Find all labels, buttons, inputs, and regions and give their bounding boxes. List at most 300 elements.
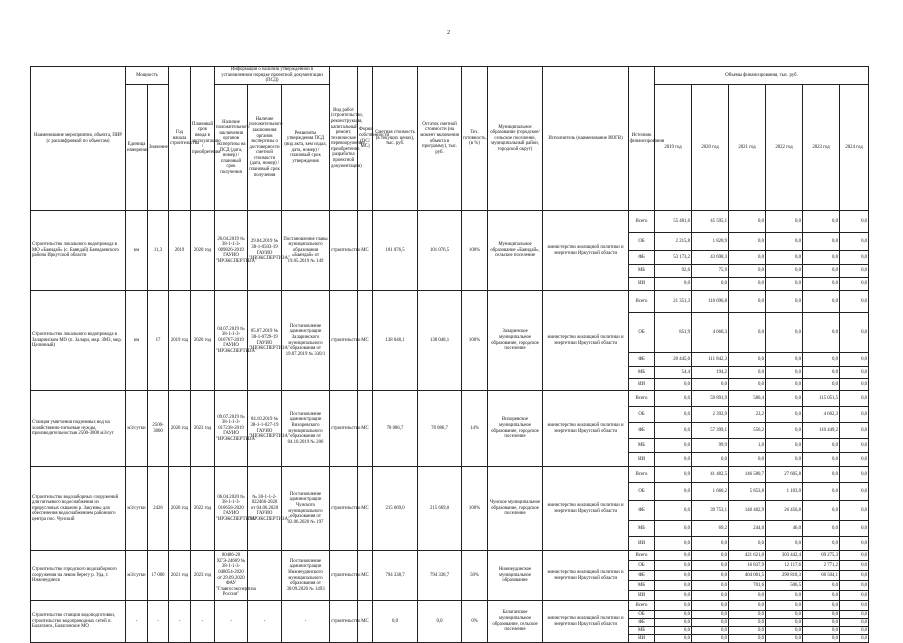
table-row bbox=[31, 601, 869, 611]
ownership: МС bbox=[358, 601, 373, 643]
municipality: Чунское муниципальное образование, городское поселение bbox=[488, 467, 543, 551]
funding-source: Всего bbox=[629, 291, 655, 313]
object-name: Строительство водозаборных сооружений для питьевого водоснабжения из прирусловых скважин р. Закумны для обеспечения водоснабжением районного центра пос. Чунский bbox=[31, 467, 126, 551]
funding-value: 0,0 bbox=[655, 467, 692, 483]
funding-value: 0,0 bbox=[655, 611, 692, 619]
funding-value: 2 392,9 bbox=[692, 407, 729, 423]
funding-value: 0,0 bbox=[803, 483, 840, 501]
funding-value: 66 504,1 bbox=[803, 571, 840, 581]
funding-value: 0,0 bbox=[840, 379, 869, 391]
funding-value: 59 891,9 bbox=[692, 391, 729, 407]
funding-value: 290 818,3 bbox=[766, 571, 803, 581]
funding-source: ФБ bbox=[629, 619, 655, 627]
funding-value: 0,0 bbox=[655, 391, 692, 407]
funding-source: ФБ bbox=[629, 423, 655, 439]
funding-value: 0,0 bbox=[766, 591, 803, 601]
readiness: 50% bbox=[462, 551, 488, 601]
municipality: Заларинское муниципальное образование, городское поселение bbox=[488, 291, 543, 391]
funding-source: ФБ bbox=[629, 571, 655, 581]
header-power: Мощность bbox=[126, 67, 169, 85]
funding-source: ФБ bbox=[629, 353, 655, 367]
municipality: Вихоревское муниципальное образование, городское поселение bbox=[488, 391, 543, 467]
funding-value: 0,0 bbox=[803, 211, 840, 233]
funding-value: 0,0 bbox=[803, 581, 840, 591]
funding-value: 110 449,2 bbox=[803, 423, 840, 439]
ownership: МС bbox=[358, 211, 373, 291]
object-name: Строительство локального водопровода в Заларинском МО (п. Залари, мкр. ЗМЗ, мкр. Целинный) bbox=[31, 291, 126, 391]
funding-value: 0,0 bbox=[840, 291, 869, 313]
expertise-conclusion: 04.07.2019 № 38-1-1-3-016767-2019 ГАУИО "ИРЭКСПЕРТИЗА" bbox=[215, 291, 248, 391]
funding-value: 0,0 bbox=[766, 367, 803, 379]
funding-value: 0,0 bbox=[692, 278, 729, 291]
funding-value: 0,0 bbox=[692, 601, 729, 611]
work-type: строительство bbox=[330, 601, 358, 643]
funding-value: 0,0 bbox=[655, 619, 692, 627]
funding-value: 0,0 bbox=[729, 251, 766, 265]
header-unit: Единица измерения bbox=[126, 85, 148, 211]
funding-value: 0,0 bbox=[692, 635, 729, 643]
remaining-cost: 101 076,5 bbox=[418, 211, 462, 291]
funding-value: 146 580,7 bbox=[729, 467, 766, 483]
expertise-conclusion: 26.04.2019 № 38-1-1-3-009826-2019 ГАУИО "ИРЭКСПЕРТИЗА" bbox=[215, 211, 248, 291]
estimated-cost: 794 338,7 bbox=[373, 551, 418, 601]
header-remaining-cost: Остаток сметной стоимости (на момент включения объекта в программу), тыс. руб. bbox=[418, 67, 462, 211]
cost-conclusion: 29.04.2019 № 38-1-0503-19 ГАУИО "ИРЭКСПЕРТИЗА" bbox=[248, 211, 282, 291]
object-name: Строительство станции водоподготовки, строительство водопроводных сетей п. Балаганск, Балаганское МО bbox=[31, 601, 126, 643]
funding-value: 0,0 bbox=[840, 407, 869, 423]
funding-value: 0,0 bbox=[655, 561, 692, 571]
funding-value: 111 842,3 bbox=[692, 353, 729, 367]
funding-value: 0,0 bbox=[840, 211, 869, 233]
funding-source: ОБ bbox=[629, 561, 655, 571]
funding-value: 0,0 bbox=[803, 627, 840, 635]
funding-value: 0,0 bbox=[803, 265, 840, 278]
header-start-year: Год начала строительства bbox=[169, 67, 191, 211]
estimated-cost: 138 048,1 bbox=[373, 291, 418, 391]
funding-value: 75,9 bbox=[692, 265, 729, 278]
financing-table bbox=[30, 66, 869, 643]
municipality: Балаганское муниципальное образование, сельское поселение bbox=[488, 601, 543, 643]
funding-value: 55 481,6 bbox=[655, 211, 692, 233]
funding-value: 303 442,4 bbox=[766, 551, 803, 561]
expertise-conclusion: 09.07.2019 № 38-1-1-3-017238-2019 ГАУИО "ИРЭКСПЕРТИЗА" bbox=[215, 391, 248, 467]
funding-value: 0,0 bbox=[729, 313, 766, 353]
psd-approval: Постановление администрации Вихоревского муниципального образования от 04.10.2019 № 206 bbox=[282, 391, 330, 467]
executor: министерство жилищной политики и энергетики Иркутской области bbox=[543, 467, 629, 551]
funding-value: 26 456,8 bbox=[766, 501, 803, 521]
funding-value: 0,0 bbox=[840, 619, 869, 627]
value: 11,3 bbox=[148, 211, 169, 291]
funding-value: 39 753,1 bbox=[692, 501, 729, 521]
funding-value: 421 621,0 bbox=[729, 551, 766, 561]
funding-value: 0,0 bbox=[655, 407, 692, 423]
unit: м3/сутки bbox=[126, 391, 148, 467]
remaining-cost: 78 086,7 bbox=[418, 391, 462, 467]
funding-value: 0,0 bbox=[729, 635, 766, 643]
cost-conclusion: № 38-1-1-2-022466-2020 от 04.06.2020 ГАУИО "ИРЭКСПЕРТИЗА" bbox=[248, 467, 282, 551]
psd-approval: Постановление администрации Заларинского муниципального образования от 19.07.2019 № 330/1 bbox=[282, 291, 330, 391]
header-year-2021: 2021 год bbox=[729, 85, 766, 211]
funding-value: 0,0 bbox=[655, 551, 692, 561]
funding-source: ОБ bbox=[629, 483, 655, 501]
readiness: 100% bbox=[462, 211, 488, 291]
funding-value: 43 698,3 bbox=[692, 251, 729, 265]
funding-source: МБ bbox=[629, 439, 655, 453]
funding-value: 1 103,0 bbox=[766, 483, 803, 501]
funding-value: 404 081,5 bbox=[729, 571, 766, 581]
remaining-cost: 138 048,1 bbox=[418, 291, 462, 391]
work-type: строительство bbox=[330, 291, 358, 391]
funding-value: 92,6 bbox=[655, 265, 692, 278]
psd-approval: - bbox=[282, 601, 330, 643]
funding-value: 0,0 bbox=[729, 627, 766, 635]
funding-source: ИИ bbox=[629, 591, 655, 601]
funding-value: 0,0 bbox=[692, 379, 729, 391]
funding-value: 140 482,9 bbox=[729, 501, 766, 521]
executor: министерство жилищной политики и энергетики Иркутской области bbox=[543, 601, 629, 643]
funding-value: 53 173,2 bbox=[655, 251, 692, 265]
planned-year: 2023 год bbox=[191, 551, 215, 601]
funding-value: 0,0 bbox=[840, 635, 869, 643]
funding-value: 20 445,0 bbox=[655, 353, 692, 367]
funding-value: 0,0 bbox=[840, 391, 869, 407]
value: - bbox=[148, 601, 169, 643]
funding-value: 0,0 bbox=[766, 423, 803, 439]
header-year-2022: 2022 год bbox=[766, 85, 803, 211]
funding-value: 0,0 bbox=[840, 265, 869, 278]
header-value: Значение bbox=[148, 85, 169, 211]
funding-value: 0,0 bbox=[655, 581, 692, 591]
executor: министерство жилищной политики и энергетики Иркутской области bbox=[543, 391, 629, 467]
funding-value: 0,0 bbox=[655, 501, 692, 521]
funding-source: ИИ bbox=[629, 537, 655, 551]
expertise-conclusion: 06.04.2020 № 38-1-1-3-010658-2020 ГАУИО "ИРЭКСПЕРТИЗА" bbox=[215, 467, 248, 551]
funding-value: 0,0 bbox=[729, 233, 766, 251]
funding-value: 1 820,9 bbox=[692, 233, 729, 251]
funding-source: ФБ bbox=[629, 501, 655, 521]
unit: км bbox=[126, 291, 148, 391]
funding-source: Всего bbox=[629, 467, 655, 483]
psd-approval: Постановление администрации Нижнеудинского муниципального образования от 30.09.2020 № 1493 bbox=[282, 551, 330, 601]
planned-year: - bbox=[191, 601, 215, 643]
funding-value: 0,0 bbox=[655, 591, 692, 601]
funding-value: 0,0 bbox=[803, 353, 840, 367]
executor: министерство жилищной политики и энергетики Иркутской области bbox=[543, 291, 629, 391]
funding-value: 0,0 bbox=[840, 453, 869, 467]
readiness: 100% bbox=[462, 291, 488, 391]
funding-value: 0,0 bbox=[803, 501, 840, 521]
funding-value: 0,0 bbox=[840, 367, 869, 379]
start-year: 2019 bbox=[169, 211, 191, 291]
funding-value: 115 051,5 bbox=[803, 391, 840, 407]
funding-value: 69,2 bbox=[692, 521, 729, 537]
funding-value: 0,0 bbox=[803, 537, 840, 551]
header-year-2019: 2019 год bbox=[655, 85, 692, 211]
work-type: строительство bbox=[330, 551, 358, 601]
funding-value: 4 660,3 bbox=[692, 313, 729, 353]
funding-value: 0,0 bbox=[840, 601, 869, 611]
value: 2500-3000 bbox=[148, 391, 169, 467]
funding-value: 5 853,8 bbox=[729, 483, 766, 501]
funding-source: МБ bbox=[629, 521, 655, 537]
table-row bbox=[31, 391, 869, 407]
funding-source: ОБ bbox=[629, 233, 655, 251]
funding-value: 0,0 bbox=[655, 453, 692, 467]
funding-source: МБ bbox=[629, 581, 655, 591]
estimated-cost: 0,0 bbox=[373, 601, 418, 643]
work-type: строительство bbox=[330, 391, 358, 467]
header-psd-cost: Наличие положительного заключения органов экспертизы о достоверности сметной стоимости (дата, номер) / плановый срок получения bbox=[248, 85, 282, 211]
funding-source: ИИ bbox=[629, 635, 655, 643]
estimated-cost: 101 076,5 bbox=[373, 211, 418, 291]
funding-value: 0,0 bbox=[766, 439, 803, 453]
funding-value: 0,0 bbox=[655, 423, 692, 439]
funding-source: ИИ bbox=[629, 278, 655, 291]
funding-source: МБ bbox=[629, 367, 655, 379]
header-estimated-cost: Сметная стоимость (в текущих ценах), тыс. руб. bbox=[373, 67, 418, 211]
funding-source: ОБ bbox=[629, 313, 655, 353]
funding-value: 0,0 bbox=[655, 278, 692, 291]
funding-value: 0,0 bbox=[692, 581, 729, 591]
executor: министерство жилищной политики и энергетики Иркутской области bbox=[543, 551, 629, 601]
funding-value: 0,0 bbox=[766, 407, 803, 423]
funding-value: 0,0 bbox=[803, 453, 840, 467]
value: 17 bbox=[148, 291, 169, 391]
funding-value: 0,0 bbox=[692, 571, 729, 581]
ownership: МС bbox=[358, 467, 373, 551]
funding-value: 0,0 bbox=[766, 635, 803, 643]
header-psd-group: Информация о наличии утвержденной в установленном порядке проектной документации (ПСД) bbox=[215, 67, 330, 85]
header-psd-approval: Реквизиты утверждения ПСД (вид акта, кем издал, дата, номер) / плановый срок утверждения bbox=[282, 85, 330, 211]
funding-source: ИИ bbox=[629, 379, 655, 391]
funding-value: 0,0 bbox=[803, 611, 840, 619]
page-number: 2 bbox=[447, 30, 450, 36]
funding-value: 0,0 bbox=[729, 453, 766, 467]
funding-value: 99,9 bbox=[692, 439, 729, 453]
funding-value: 116 696,8 bbox=[692, 291, 729, 313]
table-row bbox=[31, 211, 869, 233]
municipality: Нижнеудинское муниципальное образование bbox=[488, 551, 543, 601]
funding-value: 0,0 bbox=[692, 619, 729, 627]
funding-value: 4 602,3 bbox=[803, 407, 840, 423]
unit: м3/сутки bbox=[126, 467, 148, 551]
funding-value: 0,0 bbox=[840, 313, 869, 353]
funding-value: 0,0 bbox=[729, 379, 766, 391]
funding-value: 0,0 bbox=[803, 251, 840, 265]
funding-value: 0,0 bbox=[655, 537, 692, 551]
start-year: 2019 год bbox=[169, 291, 191, 391]
header-work-type: Вид работ (строительство, реконструкция, капитальный ремонт, техническое перевооружение, приобретение, разработка проектной документации) bbox=[330, 67, 358, 211]
funding-value: 851,9 bbox=[655, 313, 692, 353]
cost-conclusion: 05.07.2019 № 38-1-0729-19 ГАУИО "ИРЭКСПЕРТИЗА" bbox=[248, 291, 282, 391]
cost-conclusion: - bbox=[248, 601, 282, 643]
header-name: Наименование мероприятия, объекта, ПИР (с расшифровкой по объектам) bbox=[31, 67, 126, 211]
funding-value: 0,0 bbox=[655, 601, 692, 611]
funding-value: 46,0 bbox=[766, 521, 803, 537]
funding-value: 0,0 bbox=[803, 619, 840, 627]
funding-value: 0,0 bbox=[840, 439, 869, 453]
unit: - bbox=[126, 601, 148, 643]
funding-value: 0,0 bbox=[655, 521, 692, 537]
table-body bbox=[31, 211, 869, 643]
planned-year: 2023 год bbox=[191, 391, 215, 467]
funding-value: 41 482,5 bbox=[692, 467, 729, 483]
funding-value: 0,0 bbox=[655, 379, 692, 391]
funding-value: 2 771,2 bbox=[803, 561, 840, 571]
ownership: МС bbox=[358, 291, 373, 391]
start-year: 2021 год bbox=[169, 551, 191, 601]
funding-value: 21 351,3 bbox=[655, 291, 692, 313]
start-year: 2020 год bbox=[169, 391, 191, 467]
funding-value: 0,0 bbox=[840, 537, 869, 551]
funding-value: 244,0 bbox=[729, 521, 766, 537]
header-planned-year: Плановый срок ввода в эксплуатацию / приобретения bbox=[191, 67, 215, 211]
remaining-cost: 794 338,7 bbox=[418, 551, 462, 601]
funding-value: 0,0 bbox=[766, 313, 803, 353]
funding-value: 0,0 bbox=[766, 627, 803, 635]
funding-value: 0,0 bbox=[766, 379, 803, 391]
funding-value: 0,0 bbox=[766, 278, 803, 291]
cost-conclusion bbox=[248, 551, 282, 601]
funding-value: 69 275,3 bbox=[803, 551, 840, 561]
funding-value: 23,2 bbox=[729, 407, 766, 423]
funding-value: 0,0 bbox=[803, 591, 840, 601]
funding-value: 0,0 bbox=[729, 591, 766, 601]
funding-value: 0,0 bbox=[766, 265, 803, 278]
funding-source: Всего bbox=[629, 551, 655, 561]
work-type: строительство bbox=[330, 211, 358, 291]
funding-value: 0,0 bbox=[803, 635, 840, 643]
funding-value: 54,4 bbox=[655, 367, 692, 379]
funding-value: 0,0 bbox=[803, 291, 840, 313]
header-year-2020: 2020 год bbox=[692, 85, 729, 211]
funding-value: 0,0 bbox=[766, 453, 803, 467]
header-executor: Исполнитель (наименование ИОГВ) bbox=[543, 67, 629, 211]
funding-value: 0,0 bbox=[655, 439, 692, 453]
funding-value: 0,0 bbox=[692, 453, 729, 467]
funding-value: 0,0 bbox=[766, 391, 803, 407]
header-funding-group: Объемы финансирования, тыс. руб. bbox=[655, 67, 869, 85]
funding-value: 0,0 bbox=[692, 537, 729, 551]
funding-source: ОБ bbox=[629, 611, 655, 619]
funding-value: 0,0 bbox=[840, 611, 869, 619]
unit: м3/сутки bbox=[126, 551, 148, 601]
funding-source: Всего bbox=[629, 211, 655, 233]
readiness: 100% bbox=[462, 467, 488, 551]
funding-value: 0,0 bbox=[803, 601, 840, 611]
table-row bbox=[31, 291, 869, 313]
funding-source: Всего bbox=[629, 601, 655, 611]
funding-value: 0,0 bbox=[803, 278, 840, 291]
funding-value: 1 660,2 bbox=[692, 483, 729, 501]
funding-value: 0,0 bbox=[729, 291, 766, 313]
funding-value: 0,0 bbox=[766, 353, 803, 367]
funding-value: 0,0 bbox=[840, 423, 869, 439]
funding-value: 0,0 bbox=[803, 521, 840, 537]
funding-value: 506,5 bbox=[766, 581, 803, 591]
header-source: Источник финансирования bbox=[629, 67, 655, 211]
start-year: - bbox=[169, 601, 191, 643]
start-year: 2020 год bbox=[169, 467, 191, 551]
funding-value: 1,0 bbox=[729, 439, 766, 453]
funding-value: 0,0 bbox=[692, 627, 729, 635]
funding-value: 0,0 bbox=[692, 611, 729, 619]
funding-value: 0,0 bbox=[692, 591, 729, 601]
ownership: МС bbox=[358, 391, 373, 467]
funding-value: 0,0 bbox=[766, 611, 803, 619]
funding-value: 12 117,6 bbox=[766, 561, 803, 571]
funding-value: 0,0 bbox=[692, 561, 729, 571]
psd-approval: Постановление главы муниципального образования «Баяндай» от 19.05.2019 № 149 bbox=[282, 211, 330, 291]
funding-value: 0,0 bbox=[840, 627, 869, 635]
funding-value: 0,0 bbox=[840, 233, 869, 251]
header-year-2023: 2023 год bbox=[803, 85, 840, 211]
readiness: 14% bbox=[462, 391, 488, 467]
planned-year: 2020 год bbox=[191, 291, 215, 391]
funding-source: ОБ bbox=[629, 407, 655, 423]
executor: министерство жилищной политики и энергетики Иркутской области bbox=[543, 211, 629, 291]
funding-value: 0,0 bbox=[840, 581, 869, 591]
funding-value: 580,4 bbox=[729, 391, 766, 407]
value: 2426 bbox=[148, 467, 169, 551]
funding-value: 0,0 bbox=[803, 379, 840, 391]
funding-value: 0,0 bbox=[840, 591, 869, 601]
funding-value: 0,0 bbox=[803, 313, 840, 353]
funding-value: 0,0 bbox=[840, 251, 869, 265]
funding-value: 194,2 bbox=[692, 367, 729, 379]
funding-value: 0,0 bbox=[840, 571, 869, 581]
funding-value: 0,0 bbox=[766, 211, 803, 233]
funding-value: 0,0 bbox=[655, 635, 692, 643]
funding-value: 0,0 bbox=[729, 619, 766, 627]
expertise-conclusion: 00486-20 ХГЭ-24669 № 38-1-1-3-048054-2020 от 29.09.2020 ФАУ "Главгосэкспертиза России" bbox=[215, 551, 248, 601]
funding-source: МБ bbox=[629, 265, 655, 278]
value: 17 000 bbox=[148, 551, 169, 601]
funding-source: Всего bbox=[629, 391, 655, 407]
funding-value: 0,0 bbox=[729, 353, 766, 367]
expertise-conclusion: - bbox=[215, 601, 248, 643]
table-row bbox=[31, 551, 869, 561]
funding-value: 0,0 bbox=[655, 571, 692, 581]
funding-value: 0,0 bbox=[766, 291, 803, 313]
funding-value: 0,0 bbox=[766, 251, 803, 265]
header-municipality: Муниципальное образование (городское/сельское поселение, муниципальный район, городской округ) bbox=[488, 67, 543, 211]
funding-value: 0,0 bbox=[729, 537, 766, 551]
funding-value: 0,0 bbox=[729, 278, 766, 291]
table-row bbox=[31, 467, 869, 483]
funding-value: 0,0 bbox=[803, 439, 840, 453]
psd-approval: Постановление администрации Чунского муниципального образования от 02.06.2020 № 197 bbox=[282, 467, 330, 551]
funding-value: 0,0 bbox=[840, 561, 869, 571]
funding-value: 0,0 bbox=[692, 551, 729, 561]
planned-year: 2020 год bbox=[191, 211, 215, 291]
funding-value: 0,0 bbox=[766, 601, 803, 611]
object-name: Строительство городского водозаборного сооружения на левом берегу р. Уда, г. Нижнеудинск bbox=[31, 551, 126, 601]
cost-conclusion: 04.10.2019 № 38-1-1-027-19 ГАУИО "ИРЭКСПЕРТИЗА" bbox=[248, 391, 282, 467]
funding-value: 45 595,1 bbox=[692, 211, 729, 233]
funding-value: 0,0 bbox=[655, 483, 692, 501]
header-readiness: Тех. готовность, (в %) bbox=[462, 67, 488, 211]
funding-value: 0,0 bbox=[840, 353, 869, 367]
work-type: строительство bbox=[330, 467, 358, 551]
funding-source: ФБ bbox=[629, 251, 655, 265]
program-table-sheet bbox=[30, 66, 869, 643]
ownership: МС bbox=[358, 551, 373, 601]
funding-value: 0,0 bbox=[840, 483, 869, 501]
funding-value: 0,0 bbox=[766, 619, 803, 627]
header-year-2024: 2024 год bbox=[840, 85, 869, 211]
funding-value: 0,0 bbox=[840, 467, 869, 483]
